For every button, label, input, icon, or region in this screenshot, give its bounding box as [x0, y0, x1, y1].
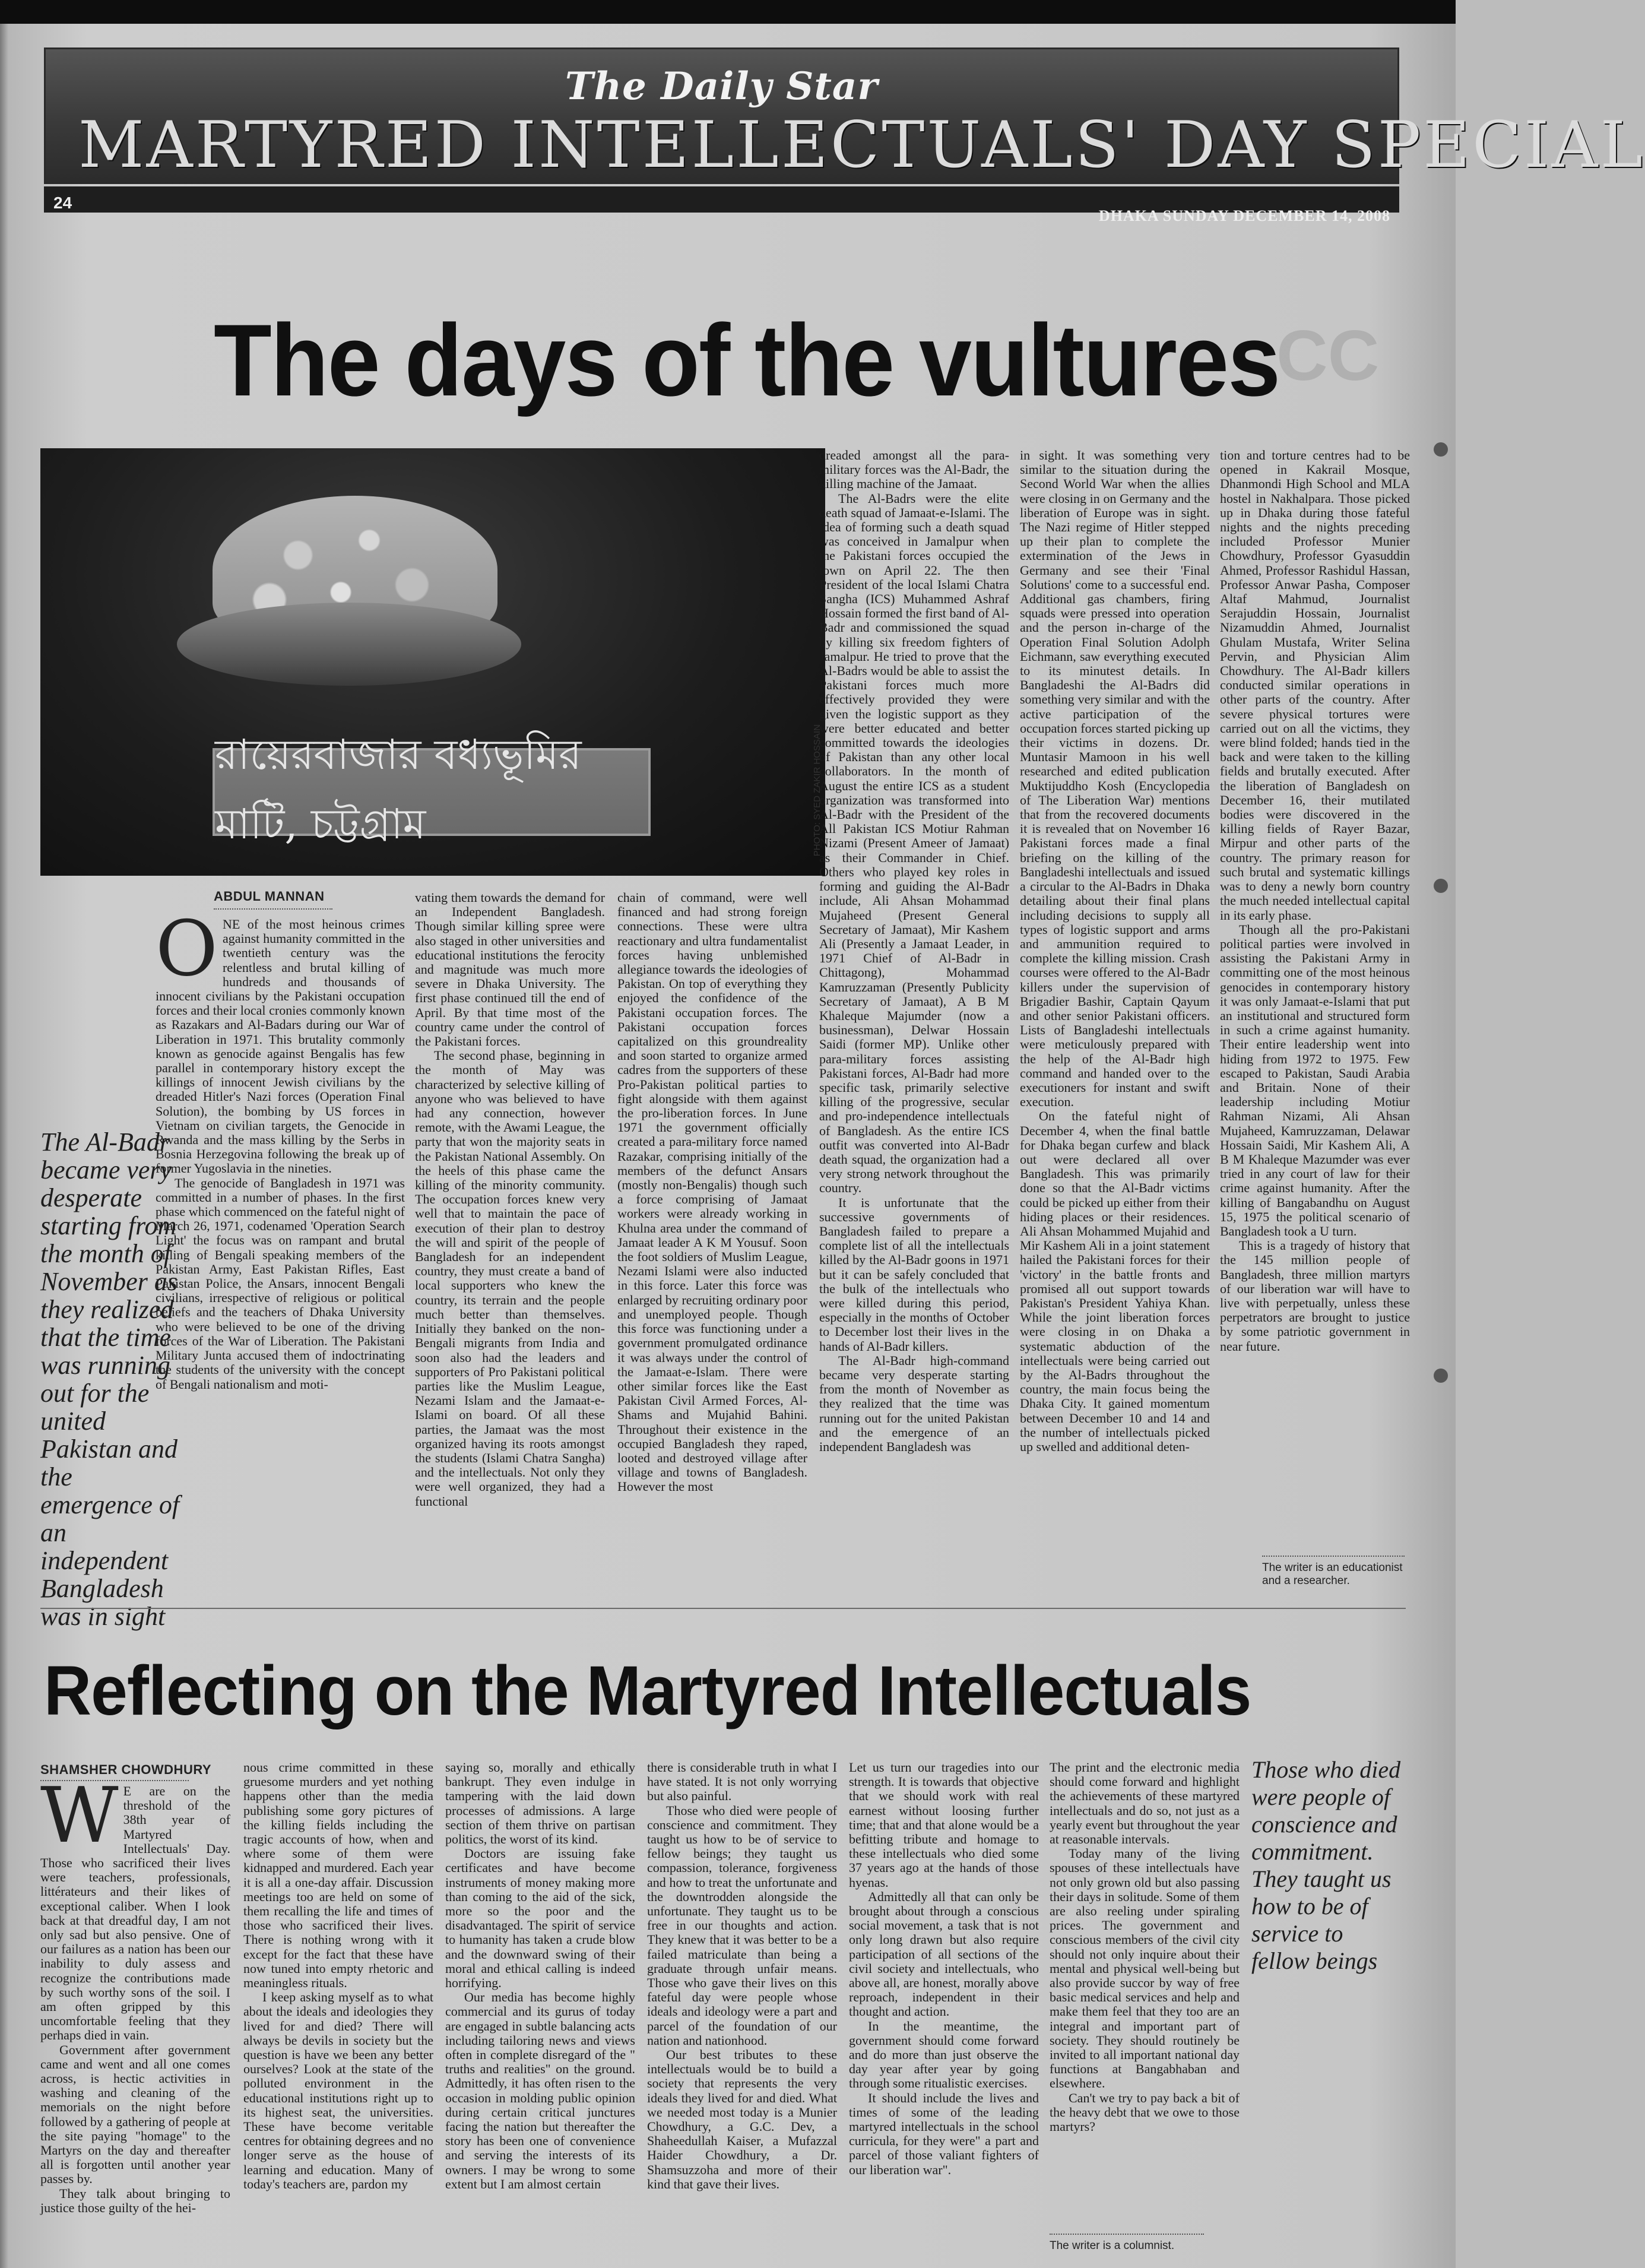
paragraph: The Al-Badrs were the elite death squad of Jamaat-e-Islami. The idea of forming such a death squad was conceived in Jamalpur when the Pakistani forces occupied the town on April 22. The then President of the local Islami Chatra Sangha (ICS) Muhammed Ashraf Hossain formed the first band of Al-Badr and commissioned the squad by killing six freedom fighters of Jamalpur. He tried to prove that the Al-Badrs would be able to assist the Pakistani forces much more effectively provided they were given the logistic support as they were better educated and better committed towards the ideologies of Pakistan than any other local collaborators. In the month of August the entire ICS as a student organization was transformed into Al-Badr with the President of the All Pakistan ICS Motiur Rahman Nizami (Present Ameer of Jamaat) as their Commander in Chief. Others who played key roles in forming and guiding the Al-Badr include, Ali Ahsan Mohammad Mujaheed (Present General Secretary of Jamaat), Mir Kashem Ali (Presently a Jamaat Leader, in 1971 Chief of Al-Badr in Chittagong), Mohammad Kamruzzaman (Presently Publicity Secretary of Jamaat), A B M Khaleque Majumder (now a businessman), Delwar Hossain Saidi (former MP). Unlike other para-military forces assisting Pakistani forces, Al-Badr had more specific task, primarily selective killing of the progressive, secular and pro-independence intellectuals of Bangladesh. As the entire ICS outfit was converted into Al-Badr death squad, the organization had a very strong network throughout the country.: [819, 490, 1009, 1196]
masthead: [44, 47, 1645, 184]
page-number: 24: [53, 194, 72, 212]
paragraph: I keep asking myself as to what about the ideals and ideologies they lived for and died? There will always be devils in society but the question is have we been any better ourselves? Look at the state of the polluted environment in the educational institutions right up to its highest seat, the universities. These have become veritable centres for obtaining degrees and no longer serve as the house of learning and education. Many of today's teachers are, pardon my: [243, 1990, 433, 2191]
paragraph: Admittedly all that can only be brought about through a conscious social movement, a task that is not only long drawn but also require participation of all sections of the civil society and intellectuals, who above all, are honest, morally above reproach, independent in their thought and action.: [849, 1889, 1039, 2019]
binder-hole: [1434, 1369, 1448, 1383]
article2-column-5: [849, 1760, 1039, 2259]
paragraph: It is unfortunate that the successive governments of Bangladesh failed to prepare a complete list of all the intellectuals killed by the Al-Badr goons in 1971 but it can be safely concluded that the bulk of the intellectuals who were killed during this period, especially in the months of October to December lost their lives in the hands of Al-Badr killers.: [819, 1195, 1009, 1354]
paragraph: Our best tributes to these intellectuals would be to build a society that represents the very ideals they lived for and died. What we needed most today is a Munier Chowdhury, a G.C. Dev, a Shaheedullah Kaiser, a Mufazzal Haider Chowdhury, a Dr. Shamsuzzoha and more of their kind that gave their lives.: [647, 2047, 837, 2191]
dateline: DHAKA SUNDAY DECEMBER 14, 2008: [1098, 207, 1390, 224]
article1-byline: ABDUL MANNAN: [214, 889, 325, 904]
paragraph: On the fateful night of December 4, when the final battle for Dhaka began curfew and black out were declared all over Bangladesh. This was primarily done so that the Al-Badr victims could be picked up either from their hiding places or their residences. Ali Ahsan Mohammed Mujahid and Mir Kashem Ali in a joint statement hailed the Pakistani forces for their 'victory' in the battle fronts and promised all out support towards Pakistan's President Yahiya Khan. While the joint liberation forces were closing in on Dhaka a systematic abduction of the intellectuals were being carried out by the Al-Badrs throughout the country, the main focus being the Dhaka City. It gained momentum between December 10 and 14 and the number of intellectuals picked up swelled and additional deten-: [1020, 1108, 1210, 1455]
article2-column-6: [1050, 1760, 1240, 2229]
article1-headline: The days of the vultures: [214, 303, 1280, 417]
page-edge-shadow: [0, 0, 8, 2268]
paragraph: Those who died were people of conscience and commitment. They taught us how to be of service to fellow beings; they taught us compassion, tolerance, forgiveness and how to treat the unfortunate and the downtrodden alongside the unfortunate. They taught us to be free in our thoughts and action. They knew that it was better to be a failed matriculate than being a graduate through unfair means. Those who gave their lives on this fateful day were people whose ideals and ideology were a part and parcel of the foundation of our nation and nationhood.: [647, 1803, 837, 2048]
article2-headline: Reflecting on the Martyred Intellectuals: [44, 1652, 1251, 1730]
paragraph: dreaded amongst all the para-military forces was the Al-Badr, the killing machine of the Jamaat.: [819, 448, 1009, 492]
paragraph: Our media has become highly commercial and its gurus of today are engaged in subtle balancing acts including tailoring news and views often in complete disregard of the " truths and realities" on the ground. Admittedly, it has often risen to the occasion in molding public opinion during certain critical junctures facing the nation but thereafter the story has been one of convenience and serving the interests of its owners. I may be wrong to some extent but I am almost certain: [445, 1990, 635, 2191]
article1-column-1: [156, 905, 405, 1612]
paragraph: Today many of the living spouses of these intellectuals have not only grown old but also passing their days in solitude. Some of them are also reeling under spiraling prices. The government and conscious members of the civil city should not only inquire about their mental and physical well-being but also provide succor by way of free basic medical services and help and make them feel that they too are an integral and important part of society. They should routinely be invited to all important national day functions at Bangabhaban and elsewhere.: [1050, 1846, 1240, 2091]
paragraph: In the meantime, the government should come forward and do more than just observe the day year after year by going through some ritualistic exercises.: [849, 2018, 1039, 2091]
article1-writer-bio: The writer is an educationist and a researcher.: [1262, 1561, 1403, 1587]
paragraph: nous crime committed in these gruesome murders and yet nothing happens other than the media publishing some gory pictures of the killing fields including the tragic accounts of how, when and where some of them were kidnapped and murdered. Each year it is all a one-day affair. Discussion meetings too are held on some of them recalling the life and times of those who sacrificed their lives. There is nothing wrong with it except for the fact that these have now tuned into empty rhetoric and meaningless rituals.: [243, 1760, 433, 1991]
soil-urn-photo: [40, 448, 825, 876]
article2-column-1: [40, 1772, 230, 2259]
article1-column-2: [415, 891, 605, 1612]
paragraph: Government after government came and went and all one comes across, is hectic activities in washing and cleaning of the memorials on the night before followed by a gathering of people at the site paying "homage" to the Martyrs on the day and thereafter all is forgotten until another year passes by.: [40, 2042, 230, 2187]
paragraph: This is a tragedy of history that the 145 million people of Bangladesh, three million martyrs of our liberation war will have to live with perpetually, unless these perpetrators are brought to justice by some patriotic government in near future.: [1220, 1238, 1410, 1354]
article1-column-5: [1020, 448, 1210, 1612]
photo-credit: PHOTO: SYED ZAKIR HOSSAIN: [812, 724, 822, 857]
paragraph: saying so, morally and ethically bankrupt. They even indulge in tampering with the laid down processes of admissions. A large section of them thrive on partisan politics, the worst of its kind.: [445, 1760, 635, 1847]
article-divider: [40, 1608, 1406, 1609]
article2-pullquote: Those who died were people of conscience and commitment. They taught us how to be of service to fellow beings: [1251, 1756, 1401, 1974]
paragraph: It should include the lives and times of some of the leading martyred intellectuals in the school curricula, for they were" a part and parcel of those valiant fighters of our liberation war".: [849, 2090, 1039, 2177]
article2-writer-bio: The writer is a columnist.: [1050, 2240, 1175, 2252]
binder-hole: [1434, 879, 1448, 893]
paragraph: They talk about bringing to justice those guilty of the hei-: [40, 2185, 230, 2215]
article1-column-6: [1220, 448, 1410, 1550]
paragraph: The second phase, beginning in the month of May was characterized by selective killing of anyone who was believed to have had any connection, however remote, with the Awami League, the party that won the majority seats in the Pakistan National Assembly. On the heels of this phase came the killing of the minority community. The occupation forces knew very well that to maintain the pace of execution of their plan to destroy the will and spirit of the people of Bangladesh for an independent country, they must create a band of local supporters who knew the country, its terrain and the people much better than themselves. Initially they banked on the non-Bengali migrants from India and soon also had the leaders and supporters of Pro Pakistani political parties like the Muslim League, Nezami Islam and the Jamaat-e-Islami on board. Of all these parties, the Jamaat was the most organized having its roots amongst the students (Islami Chatra Sangha) and the intellectuals. Not only they were well organized, they had a functional: [415, 1048, 605, 1509]
binder-hole: [1434, 442, 1448, 457]
scan-top-border: [0, 0, 1456, 24]
bio-rule: [1050, 2234, 1204, 2235]
paragraph: The print and the electronic media should come forward and highlight the achievements of these martyred intellectuals and do so, not just as a yearly event but throughout the year at reasonable intervals.: [1050, 1760, 1240, 1847]
paragraph: there is considerable truth in what I have stated. It is not only worrying but also painful.: [647, 1760, 837, 1804]
article2-column-4: [647, 1760, 837, 2259]
bengali-plaque: রায়েরবাজার বধ্যভূমির মাটি, চট্টগ্রাম: [213, 748, 651, 836]
paragraph: E are on the threshold of the 38th year of Martyred Intellectuals' Day. Those who sacrificed their lives were teachers, professionals, littérateurs and their likes of exceptional caliber. When I look back at that dreadful day, I am not only sad but also pensive. One of our failures as a nation has been our inability to duly assess and recognize the contributions made by such worthy sons of the soil. I am often gripped by this uncomfortable feeling that they perhaps died in vain.: [40, 1784, 230, 2043]
article1-pullquote: The Al-Badr became very desperate starting from the month of November as they realized that the time was running out for the united Pakistan and the emergence of an independent Bangladesh was in sight: [40, 1127, 180, 1631]
article2-column-3: [445, 1760, 635, 2259]
article1-column-3: [617, 891, 807, 1612]
article2-column-2: [243, 1760, 433, 2259]
paragraph: Let us turn our tragedies into our strength. It is towards that objective that we should work with real earnest without loosing further time; that and that alone would be a befitting tribute and homage to these intellectuals who died some 37 years ago at the hands of those hyenas.: [849, 1760, 1039, 1890]
paragraph: vating them towards the demand for an Independent Bangladesh. Though similar killing spree were also staged in other universities and educational institutions the ferocity and magnitude was much more severe in Dhaka University. The first phase continued till the end of April. By that time most of the country came under the control of the Pakistani forces.: [415, 890, 605, 1049]
paragraph: chain of command, were well financed and had strong foreign connections. These were ultra reactionary and ultra fundamentalist forces having unblemished allegiance towards the ideologies of Pakistan. On top of everything they enjoyed the confidence of the Pakistani occupation forces. The Pakistani occupation forces capitalized on this groundreality and soon started to organize armed cadres from the supporters of these Pro-Pakistan political parties to fight alongside with them against the pro-liberation forces. In June 1971 the government officially created a para-military force named Razakar, comprising initially of the members of the defunct Ansars (mostly non-Bengalis) though such a force comprising of Jamaat workers were already working in Khulna area under the command of Jamaat leader A K M Yousuf. Soon the foot soldiers of Muslim League, Nezami Islami were also inducted in this force. Later this force was enlarged by recruiting ordinary poor and unemployed people. Though this force was functioning under a government promulgated ordinance it was always under the control of the Jamaat-e-Islam. There were other similar forces like the East Pakistan Civil Armed Forces, Al-Shams and Mujahid Bahini. Throughout their existence in the occupied Bangladesh they raped, looted and destroyed village after village and towns of Bangladesh. However the most: [617, 890, 807, 1494]
paragraph: Though all the pro-Pakistani political parties were involved in assisting the Pakistani Army in committing one of the most heinous genocides in contemporary history it was only Jamaat-e-Islami that put an institutional and structured form in such a crime against humanity. Their entire leadership went into hiding from 1972 to 1975. Few escaped to Pakistan, Saudi Arabia and Britain. None of their leadership including Motiur Rahman Nizami, Ali Ahsan Mujaheed, Kamruzzaman, Delawar Hossain Saidi, Mir Kashem Ali, A B M Khaleque Mazumder was ever tried in any court of law for their crime against humanity. After the killing of Bangabandhu on August 15, 1975 the political scenario of Bangladesh took a U turn.: [1220, 921, 1410, 1238]
bio-rule: [1262, 1556, 1405, 1557]
paragraph: Can't we try to pay back a bit of the heavy debt that we owe to those martyrs?: [1050, 2090, 1240, 2134]
article1-column-4: [819, 448, 1009, 1612]
paragraph: The genocide of Bangladesh in 1971 was committed in a number of phases. In the first phase which commenced on the fateful night of March 26, 1971, codenamed 'Operation Search Light' the focus was on rampant and brutal killing of Bengali speaking members of the Pakistan Army, East Pakistan Rifles, East Pakistan Police, the Ansars, innocent Bengali civilians, irrespective of religious or political beliefs and the teachers of Dhaka University who were believed to be one of the driving forces of the War of Liberation. The Pakistani Military Junta accused them of indoctrinating the students of the university with the concept of Bengali nationalism and moti-: [156, 1175, 405, 1392]
dropcap: W: [40, 1772, 119, 1860]
bowl-pedestal: [177, 603, 521, 686]
special-title: MARTYRED INTELLECTUALS' DAY SPECIAL: [78, 108, 1645, 182]
paragraph: The Al-Badr high-command became very desperate starting from the month of November as they realized that the time was running out for the united Pakistan and the emergence of an independent Bangladesh was: [819, 1352, 1009, 1455]
paragraph: NE of the most heinous crimes against humanity committed in the twentieth century was the relentless and brutal killing of hundreds and thousands of innocent civilians by the Pakistani occupation forces and their local cronies commonly known as Razakars and Al-Badars during our War of Liberation in 1971. This brutality commonly known as genocide against Bengalis has few parallel in contemporary history except the killings of innocent Jewish civilians by the dreaded Hitler's Nazi forces (Operation Final Solution), the bombing by US forces in Vietnam on civilian targets, the Genocide in Rwanda and the mass killing by the Serbs in Bosnia Herzegovina following the break up of former Yugoslavia in the nineties.: [156, 917, 405, 1176]
paragraph: tion and torture centres had to be opened in Kakrail Mosque, Dhanmondi High School and MLA hostel in Nakhalpara. Those picked up in Dhaka during those fateful nights and the nights preceding included Professor Munier Chowdhury, Professor Gyasuddin Ahmed, Professor Rashidul Hassan, Professor Anwar Pasha, Composer Altaf Mahmud, Journalist Serajuddin Hossain, Journalist Nizamuddin Ahmed, Journalist Ghulam Mustafa, Writer Selina Pervin, and Physician Alim Chowdhury. The Al-Badr killers conducted similar operations in other parts of the country. After severe physical tortures were carried out on all the victims, they were blind folded; hands tied in the back and were taken to the killing fields and brutally executed. After the liberation of Bangladesh on December 16, their mutilated bodies were discovered in the killing fields of Rayer Bazar, Mirpur and other parts of the country. The primary reason for such brutal and systematic killings was to deny a newly born country the much needed intellectual capital in its early phase.: [1220, 448, 1410, 923]
paragraph: Doctors are issuing fake certificates and have become instruments of money making more than coming to the aid of the sick, more so the poor and the disadvantaged. The spirit of service to humanity has taken a crude blow and the downward swing of their moral and ethical calling is indeed horrifying.: [445, 1846, 635, 1991]
paper-name: The Daily Star: [565, 64, 879, 109]
byline-rule: [214, 908, 332, 910]
paragraph: in sight. It was something very similar to the situation during the Second World War when the allies were closing in on Germany and the liberation of Europe was in sight. The Nazi regime of Hitler stepped up their plan to complete the extermination of the Jews in Germany and see their 'Final Solutions' come to a successful end. Additional gas chambers, firing squads were pressed into operation and the person in-charge of the Operation Final Solution Adolph Eichmann, saw everything executed to its minutest details. In Bangladeshi the Al-Badrs did something very similar and with the active participation of the occupation forces started picking up their victims in dozens. Dr. Muntasir Mamoon in his well researched and edited publication Muktijuddho Kosh (Encyclopedia of The Liberation War) mentions that from the recovered documents it is revealed that on November 16 Pakistani forces made a final briefing on the killing of the Bangladeshi intellectuals and issued a circular to the Al-Badrs in Dhaka detailing about their final plans including decisions to supply all types of logistic support and arms and ammunition required to complete the killing mission. Crash courses were offered to the Al-Badr killers under the supervision of Brigadier Bashir, Captain Qayum and other senior Pakistani officers. Lists of Bangladeshi intellectuals were meticulously prepared with the help of the Al-Badr high command and handed over to the executioners for instant and swift execution.: [1020, 448, 1210, 1110]
dropcap: O: [156, 905, 218, 993]
article2-byline: SHAMSHER CHOWDHURY: [40, 1762, 212, 1777]
bleed-through-text: CC: [1276, 316, 1380, 395]
